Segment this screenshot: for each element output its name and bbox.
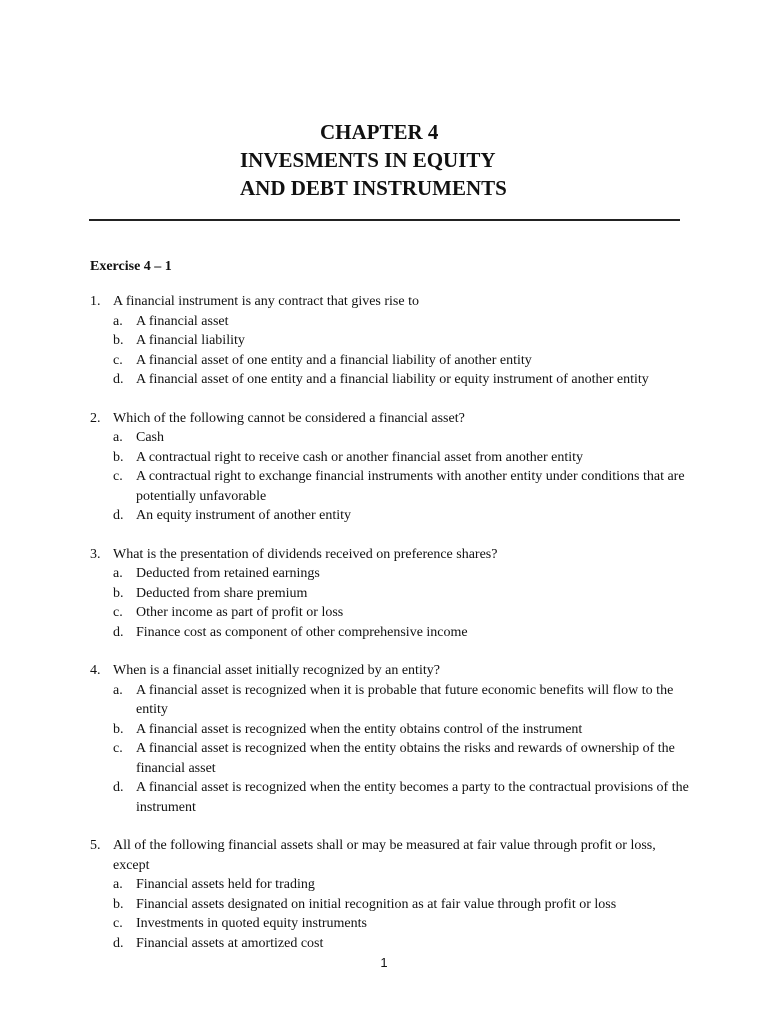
option-text: Other income as part of profit or loss [136,605,344,620]
answer-option [90,370,690,390]
option-letter: b. [113,896,124,912]
option-letter: a. [113,313,123,329]
question-list [90,292,690,972]
option-letter: a. [113,566,123,581]
answer-option [90,934,690,954]
answer-option [90,875,690,895]
answer-option [90,895,690,915]
question-number: 4. [90,663,101,678]
answer-option [90,312,690,332]
title-divider [89,219,680,221]
question-number: 1. [90,294,101,309]
option-letter: c. [113,469,123,484]
option-letter: b. [113,449,124,465]
option-letter: d. [113,372,124,387]
answer-option [90,623,690,643]
question-text: All of the following financial assets shall or may be measured at fair value through profit or loss, except [113,838,656,873]
answer-option [90,428,690,448]
question-item [90,292,690,390]
option-text: A financial asset is recognized when the entity becomes a party to the contractual provisions of the instrument [136,780,689,815]
option-text: Financial assets designated on initial recognition as at fair value through profit or loss [136,896,617,912]
answer-option [90,778,690,817]
answer-option [90,914,690,934]
question-item [90,836,690,953]
answer-option [90,448,690,468]
option-letter: a. [113,877,123,892]
question-item [90,409,690,526]
question-text: When is a financial asset initially recognized by an entity? [113,663,440,678]
option-text: A financial asset is recognized when the entity obtains the risks and rewards of ownership of the financial asset [136,741,675,776]
answer-option [90,681,690,720]
option-text: Investments in quoted equity instruments [136,916,367,931]
option-text: Finance cost as component of other comprehensive income [136,624,468,640]
answer-option [90,603,690,623]
option-text: Financial assets at amortized cost [136,935,324,951]
answer-option [90,467,690,506]
option-letter: d. [113,935,124,951]
answer-option [90,331,690,351]
question-item [90,661,690,817]
question-text: Which of the following cannot be considered a financial asset? [113,410,465,426]
option-letter: c. [113,605,123,620]
option-text: A financial asset of one entity and a financial liability of another entity [136,352,532,368]
answer-option [90,564,690,584]
option-text: A financial asset is recognized when it is probable that future economic benefits will flow to the entity [136,682,674,717]
option-letter: d. [113,780,124,795]
option-letter: b. [113,333,124,348]
option-letter: b. [113,585,124,601]
question-text: What is the presentation of dividends received on preference shares? [113,546,498,562]
chapter-title [0,118,768,202]
question-number: 3. [90,546,101,562]
option-text: A financial asset is recognized when the entity obtains control of the instrument [136,721,583,737]
chapter-title-line: CHAPTER 4 [320,120,439,144]
option-letter: c. [113,916,123,931]
question-number: 5. [90,838,101,853]
chapter-title-line: INVESMENTS IN EQUITY [240,148,496,172]
answer-option [90,351,690,371]
answer-option [90,720,690,740]
option-text: A contractual right to exchange financial instruments with another entity under conditions that are potentially unfavorable [136,469,685,504]
option-letter: a. [113,430,123,445]
option-text: A financial liability [136,333,245,348]
option-letter: c. [113,741,123,756]
option-text: Cash [136,430,164,445]
question-text: A financial instrument is any contract that gives rise to [113,294,419,309]
option-letter: d. [113,508,124,523]
answer-option [90,739,690,778]
option-letter: d. [113,624,124,640]
answer-option [90,506,690,526]
option-text: A financial asset of one entity and a financial liability or equity instrument of another entity [136,372,649,387]
exercise-heading: Exercise 4 – 1 [90,259,172,274]
option-text: A financial asset [136,313,229,329]
option-text: Financial assets held for trading [136,877,315,892]
question-number: 2. [90,410,101,426]
option-text: A contractual right to receive cash or another financial asset from another entity [136,449,584,465]
question-item [90,545,690,643]
option-letter: c. [113,352,123,368]
page-number: 1 [380,955,388,970]
option-text: Deducted from share premium [136,585,308,601]
option-letter: b. [113,721,124,737]
answer-option [90,584,690,604]
option-text: An equity instrument of another entity [136,508,352,523]
option-text: Deducted from retained earnings [136,566,320,581]
option-letter: a. [113,682,123,698]
chapter-title-line: AND DEBT INSTRUMENTS [240,176,507,200]
